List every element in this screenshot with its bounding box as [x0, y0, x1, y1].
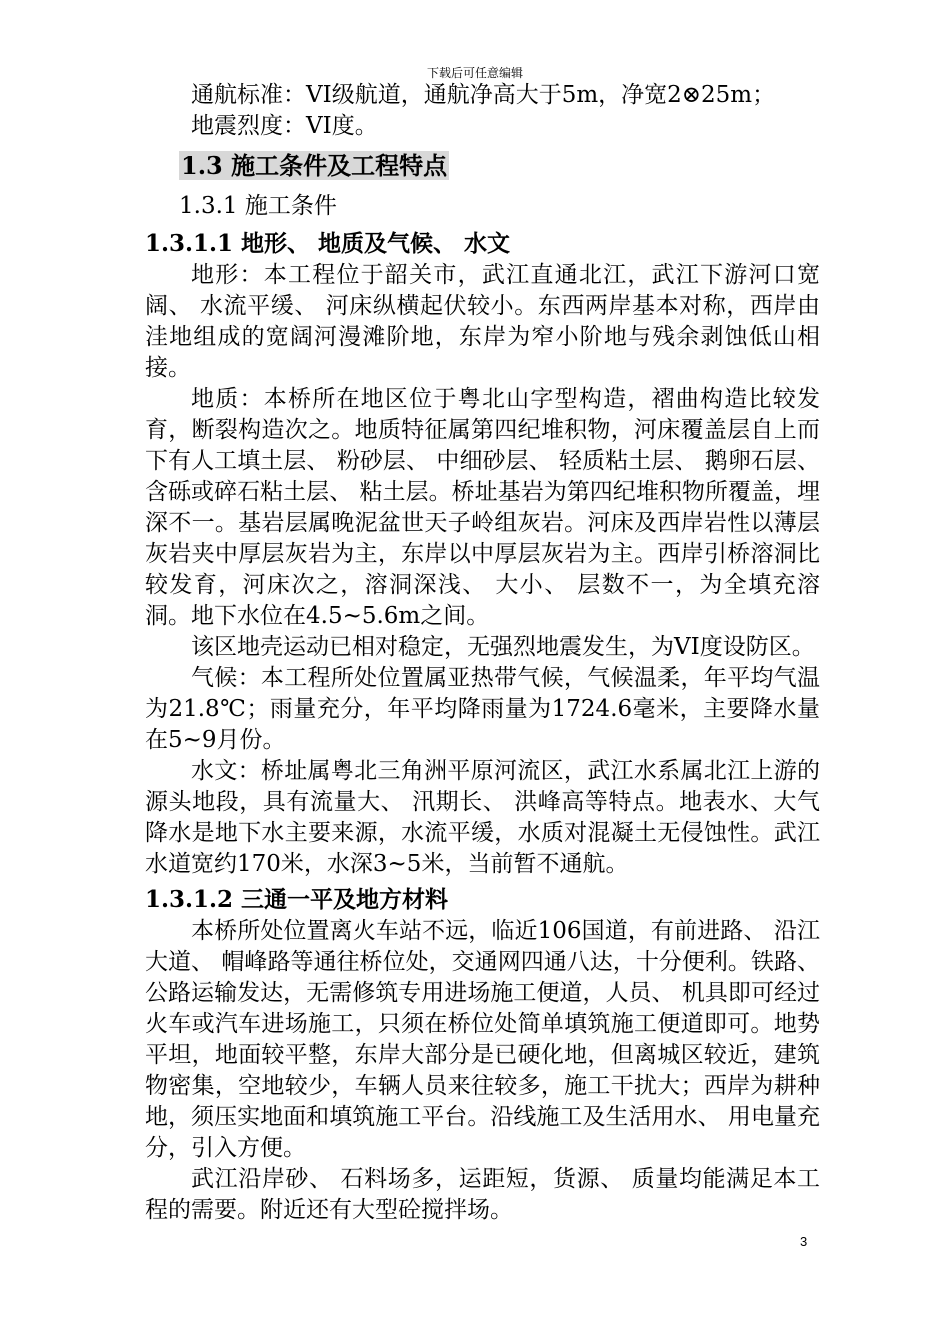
section-heading-1-3: 1.3 施工条件及工程特点	[181, 151, 448, 180]
section-heading-1-3-1-1: 1.3.1.1 地形、 地质及气候、 水文	[145, 230, 511, 257]
seismic-intensity-line: 地震烈度：VI度。	[191, 113, 378, 139]
paragraph-seismic: 该区地壳运动已相对稳定，无强烈地震发生，为VI度设防区。	[191, 634, 815, 660]
paragraph-geology: 地质：本桥所在地区位于粤北山字型构造，褶曲构造比较发育，断裂构造次之。地质特征属第四纪堆积物，河床覆盖层自上而下有人工填土层、 粉砂层、 中细砂层、 轻质粘土层、 鹅卵石层、 含砾或碎石粘土层、 粘土层。桥址基岩为第四纪堆积物所覆盖，埋深不一。基岩层属晚泥盆世天子岭组灰岩。河床及西岸岩性以薄层灰岩夹中厚层灰岩为主，东岸以中厚层灰岩为主。西岸引桥溶洞比较发育，河床次之，溶洞深浅、 大小、 层数不一，为全填充溶洞。地下水位在4.5~5.6m之间。	[145, 386, 820, 629]
paragraph-climate: 气候：本工程所处位置属亚热带气候，气候温柔，年平均气温为21.8℃；雨量充分，年平均降雨量为1724.6毫米，主要降水量在5~9月份。	[145, 665, 820, 753]
paragraph-transport: 本桥所处位置离火车站不远，临近106国道，有前进路、 沿江大道、 帽峰路等通往桥位处，交通网四通八达，十分便利。铁路、 公路运输发达，无需修筑专用进场施工便道，人员、 机具即可经过火车或汽车进场施工，只须在桥位处简单填筑施工便道即可。地势平坦，地面较平整，东岸大部分是已硬化地，但离城区较近，建筑物密集，空地较少，车辆人员来往较多，施工干扰大；西岸为耕种地，须压实地面和填筑施工平台。沿线施工及生活用水、 用电量充分，引入方便。	[145, 918, 820, 1161]
section-heading-1-3-1: 1.3.1 施工条件	[179, 193, 337, 219]
page-number: 3	[800, 1234, 808, 1249]
navigation-standard-line: 通航标准：VI级航道，通航净高大于5m，净宽2⊗25m；	[191, 82, 776, 108]
paragraph-terrain: 地形：本工程位于韶关市，武江直通北江，武江下游河口宽阔、 水流平缓、 河床纵横起伏较小。东西两岸基本对称，西岸由洼地组成的宽阔河漫滩阶地，东岸为窄小阶地与残余剥蚀低山相接。	[145, 262, 820, 381]
page-header: 下载后可任意编辑	[426, 66, 523, 80]
document-body	[145, 80, 820, 1226]
paragraph-materials: 武江沿岸砂、 石料场多，运距短，货源、 质量均能满足本工程的需要。附近还有大型砼搅拌场。	[145, 1166, 820, 1223]
section-heading-1-3-1-2: 1.3.1.2 三通一平及地方材料	[145, 886, 449, 913]
paragraph-hydrology: 水文：桥址属粤北三角洲平原河流区，武江水系属北江上游的源头地段，具有流量大、 汛期长、 洪峰高等特点。地表水、大气降水是地下水主要来源，水流平缓，水质对混凝土无侵蚀性。武江水道宽约170米，水深3~5米，当前暂不通航。	[145, 758, 820, 877]
